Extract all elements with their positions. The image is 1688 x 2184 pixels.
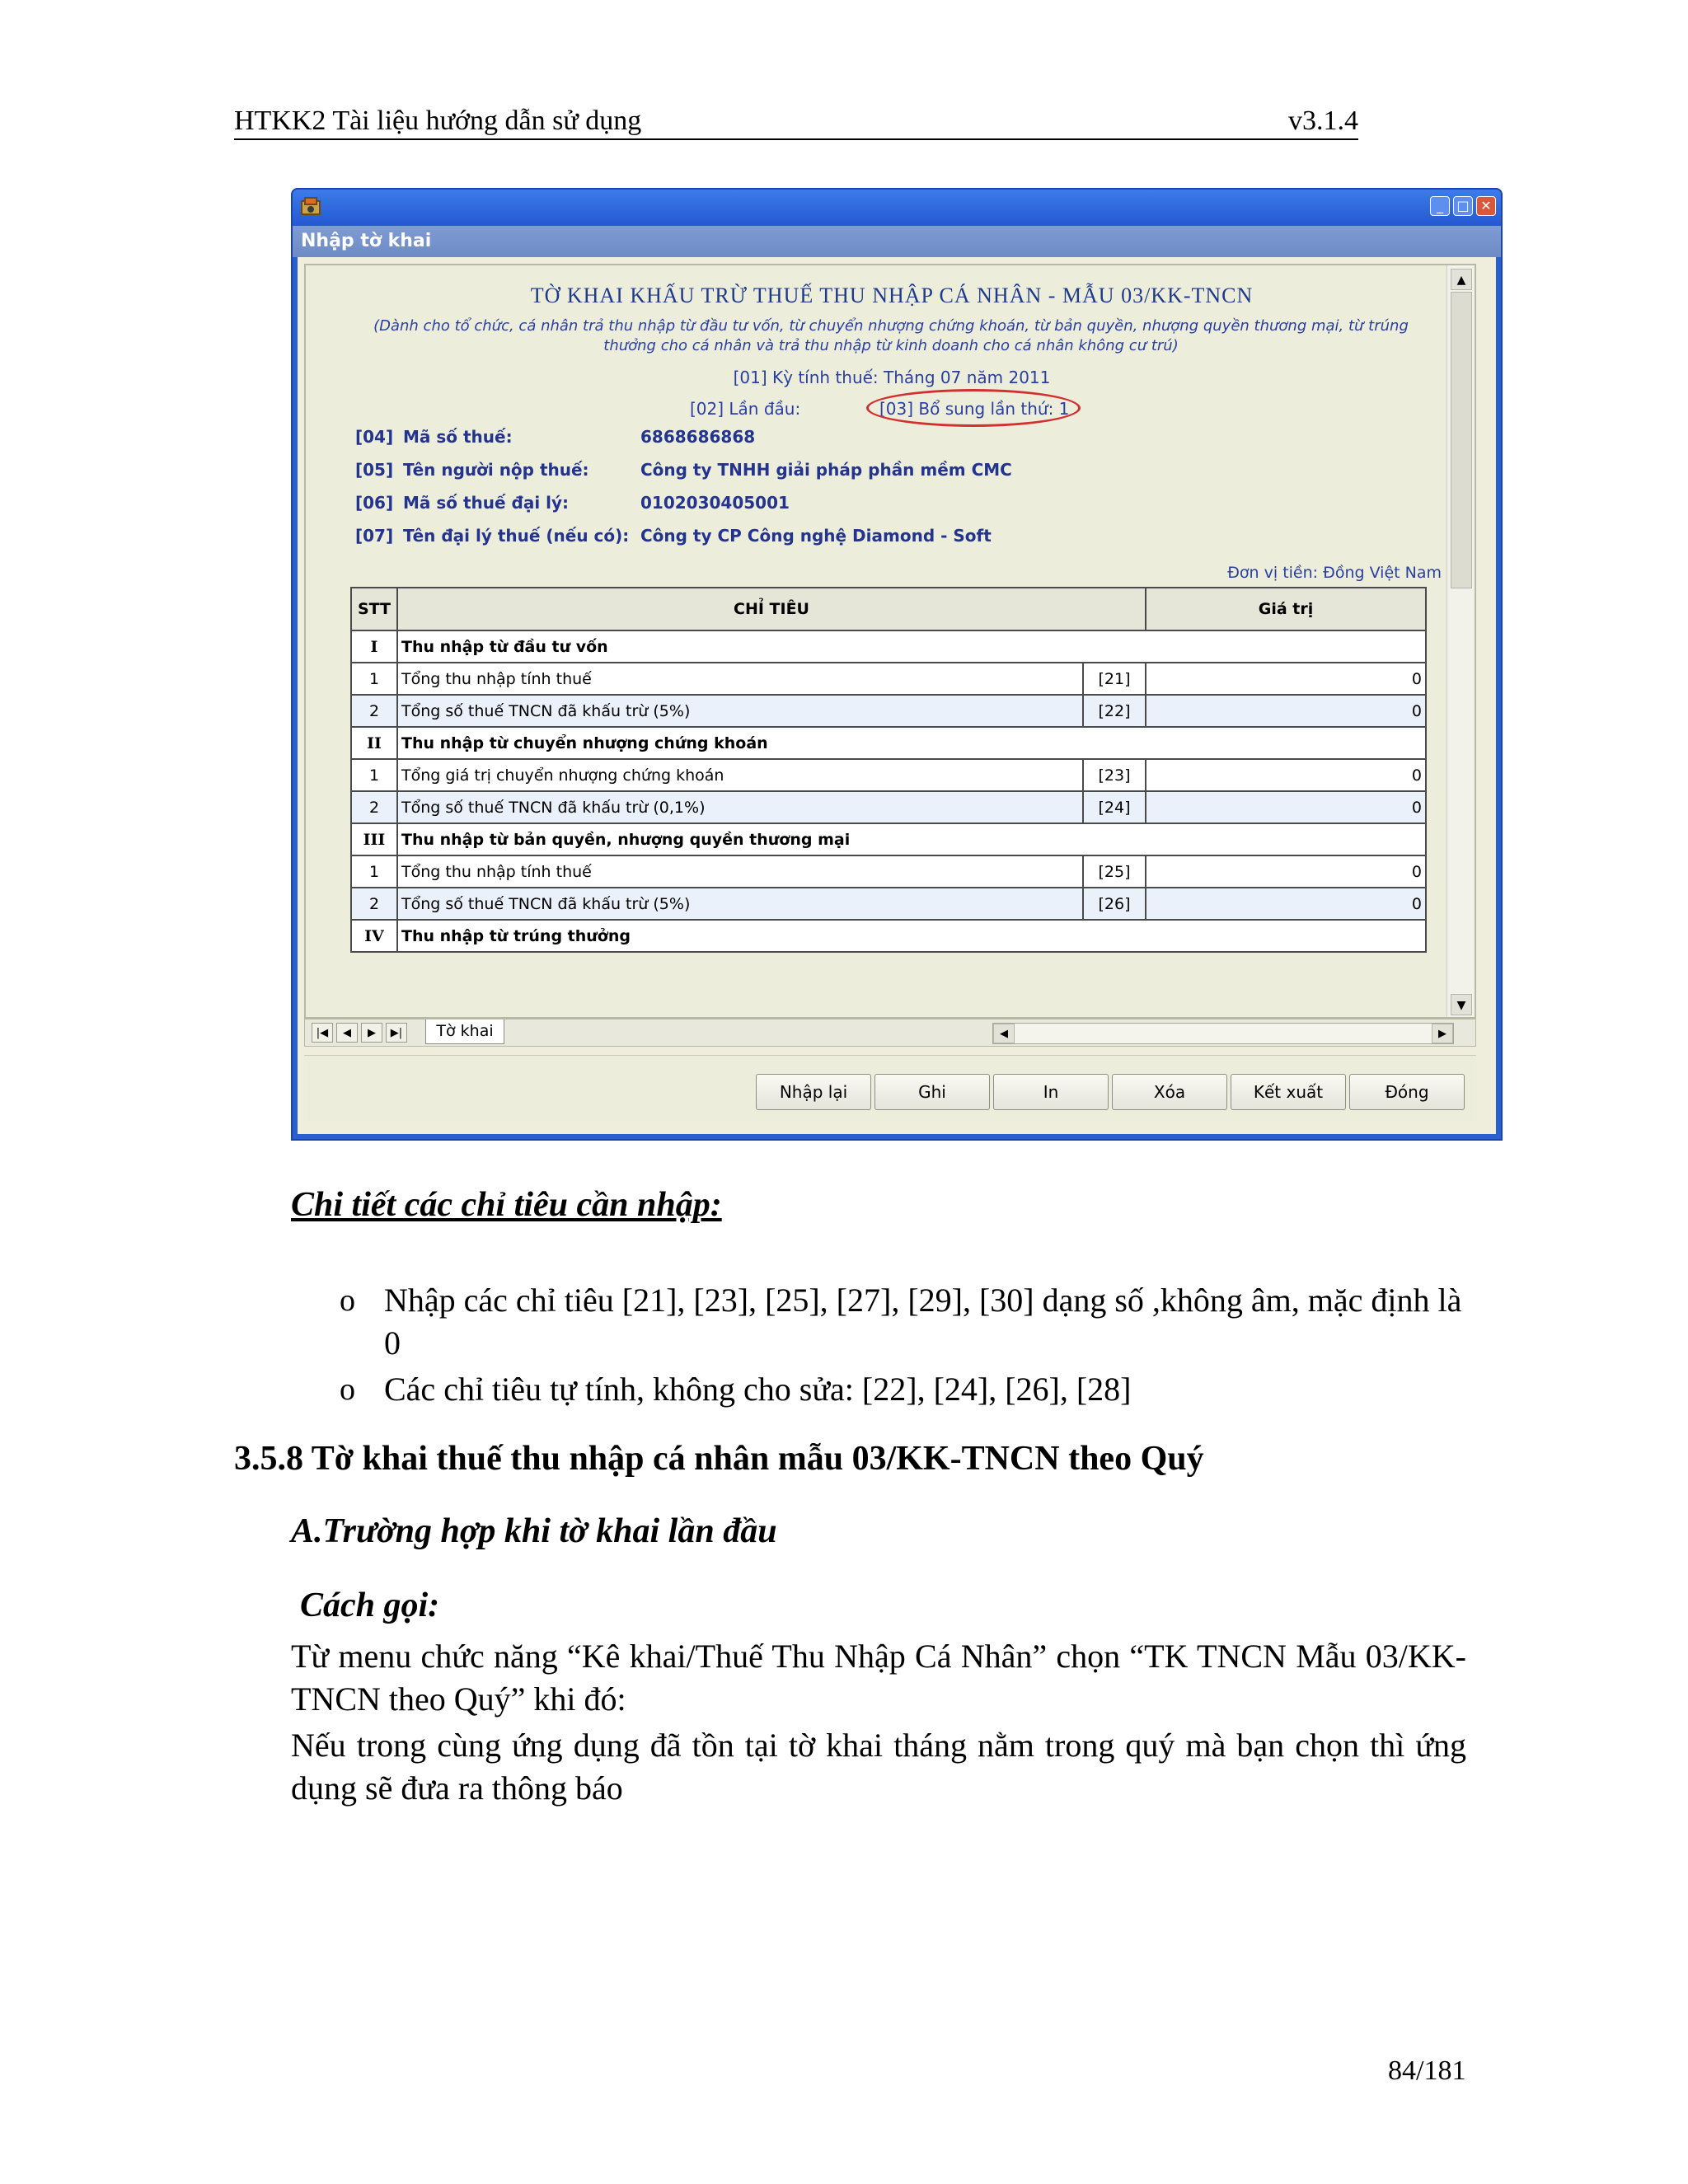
value-input-21[interactable]: 0: [1146, 663, 1426, 695]
dialog-title: Nhập tờ khai: [293, 226, 1501, 257]
dialog-window: [291, 188, 1503, 1141]
bullet-text: Các chỉ tiêu tự tính, không cho sửa: [22], [24], [26], [28]: [384, 1371, 1132, 1408]
close-icon[interactable]: ✕: [1476, 196, 1496, 216]
horizontal-scrollbar[interactable]: [992, 1023, 1454, 1044]
subtitle-line-1: (Dành cho tổ chức, cá nhân trả thu nhập từ đầu tư vốn, từ chuyển nhượng chứng khoán, từ bản quyền, nhượng quyền thương mại, từ trúng: [373, 317, 1409, 335]
declaration-table: [350, 587, 1427, 953]
table-row: 2 Tổng số thuế TNCN đã khấu trừ (0,1%) [24] 0: [351, 791, 1426, 823]
supplement-field: [03] Bổ sung lần thứ: 1: [879, 399, 1070, 419]
section-row: IV Thu nhập từ trúng thưởng: [351, 920, 1426, 952]
highlight-ellipse: [866, 389, 1081, 427]
section-row: III Thu nhập từ bản quyền, nhượng quyền thương mại: [351, 823, 1426, 855]
paragraph: Nếu trong cùng ứng dụng đã tồn tại tờ khai tháng nằm trong quý mà bạn chọn thì ứng dụng sẽ đưa ra thông báo: [291, 1727, 1466, 1807]
scroll-right-icon[interactable]: ▶: [1432, 1024, 1453, 1043]
scroll-up-icon[interactable]: ▲: [1451, 269, 1472, 290]
header-chi-tieu: CHỈ TIÊU: [397, 588, 1146, 630]
first-time-field: [02] Lần đầu:: [690, 399, 801, 419]
maximize-icon[interactable]: □: [1453, 196, 1473, 216]
first-sheet-icon[interactable]: |◀: [312, 1023, 333, 1043]
header-gia-tri: Giá trị: [1146, 588, 1426, 630]
vertical-scrollbar[interactable]: [1447, 265, 1475, 1019]
dialog-body: [298, 257, 1496, 1134]
page-number: 84/181: [1388, 2055, 1466, 2086]
save-button[interactable]: Ghi: [874, 1074, 990, 1110]
how-to-call-heading: Cách gọi:: [300, 1586, 440, 1624]
info-agent-tax-code: [06] Mã số thuế đại lý: 0102030405001: [355, 493, 790, 513]
close-button[interactable]: Đóng: [1349, 1074, 1465, 1110]
page-header: [234, 105, 1358, 140]
section-row: I Thu nhập từ đầu tư vốn: [351, 630, 1426, 663]
header-stt: STT: [351, 588, 397, 630]
table-row: 1 Tổng thu nhập tính thuế [21] 0: [351, 663, 1426, 695]
table-header: [351, 588, 1426, 630]
scroll-left-icon[interactable]: ◀: [993, 1024, 1015, 1043]
value-cell-22: 0: [1146, 695, 1426, 727]
currency-unit: Đơn vị tiền: Đồng Việt Nam: [1227, 564, 1442, 582]
bullet-marker: o: [340, 1283, 355, 1318]
prev-sheet-icon[interactable]: ◀: [336, 1023, 358, 1043]
minimize-icon[interactable]: _: [1430, 196, 1450, 216]
scroll-down-icon[interactable]: ▼: [1451, 994, 1472, 1015]
scroll-thumb[interactable]: [1451, 292, 1472, 588]
info-taxpayer-name: [05] Tên người nộp thuế: Công ty TNHH giải pháp phần mềm CMC: [355, 460, 1012, 480]
sheet-tab-strip: [304, 1019, 1476, 1047]
info-agent-name: [07] Tên đại lý thuế (nếu có): Công ty CP Công nghệ Diamond - Soft: [355, 526, 992, 546]
reset-button[interactable]: Nhập lại: [756, 1074, 871, 1110]
paragraph: Từ menu chức năng “Kê khai/Thuế Thu Nhập Cá Nhân” chọn “TK TNCN Mẫu 03/KK-TNCN theo Quý” khi đó:: [291, 1638, 1466, 1718]
form-area: [304, 264, 1476, 1019]
button-bar: [304, 1055, 1476, 1122]
value-cell-24: 0: [1146, 791, 1426, 823]
table-row: 2 Tổng số thuế TNCN đã khấu trừ (5%) [22] 0: [351, 695, 1426, 727]
table-row: 1 Tổng thu nhập tính thuế [25] 0: [351, 855, 1426, 888]
form-title: TỜ KHAI KHẤU TRỪ THUẾ THU NHẬP CÁ NHÂN - MẪU 03/KK-TNCN: [530, 284, 1254, 307]
tax-period: [01] Kỳ tính thuế: Tháng 07 năm 2011: [733, 368, 1051, 387]
next-sheet-icon[interactable]: ▶: [361, 1023, 382, 1043]
section-row: II Thu nhập từ chuyển nhượng chứng khoán: [351, 727, 1426, 759]
sub-heading: A.Trường hợp khi tờ khai lần đầu: [291, 1512, 777, 1550]
table-row: 1 Tổng giá trị chuyển nhượng chứng khoán [23] 0: [351, 759, 1426, 791]
value-input-25[interactable]: 0: [1146, 855, 1426, 888]
tab-to-khai[interactable]: Tờ khai: [425, 1019, 504, 1044]
last-sheet-icon[interactable]: ▶|: [386, 1023, 407, 1043]
window-titlebar: [293, 190, 1501, 226]
export-button[interactable]: Kết xuất: [1231, 1074, 1346, 1110]
subtitle-line-2: thưởng cho cá nhân và trả thu nhập từ kinh doanh cho cá nhân không cư trú): [603, 337, 1179, 354]
value-input-23[interactable]: 0: [1146, 759, 1426, 791]
info-tax-code: [04] Mã số thuế: 6868686868: [355, 427, 756, 447]
app-icon: [299, 194, 324, 219]
form-subtitle: [355, 316, 1427, 356]
table-row: 2 Tổng số thuế TNCN đã khấu trừ (5%) [26] 0: [351, 888, 1426, 920]
section-heading: 3.5.8 Tờ khai thuế thu nhập cá nhân mẫu 03/KK-TNCN theo Quý: [234, 1440, 1204, 1478]
print-button[interactable]: In: [993, 1074, 1109, 1110]
details-heading: Chi tiết các chỉ tiêu cần nhập:: [291, 1186, 722, 1224]
header-title: HTKK2 Tài liệu hướng dẫn sử dụng: [234, 105, 642, 136]
bullet-text: Nhập các chỉ tiêu [21], [23], [25], [27], [29], [30] dạng số ,không âm, mặc định là 0: [384, 1282, 1462, 1361]
delete-button[interactable]: Xóa: [1112, 1074, 1227, 1110]
bullet-marker: o: [340, 1372, 355, 1407]
value-cell-26: 0: [1146, 888, 1426, 920]
header-version: v3.1.4: [1288, 105, 1358, 136]
